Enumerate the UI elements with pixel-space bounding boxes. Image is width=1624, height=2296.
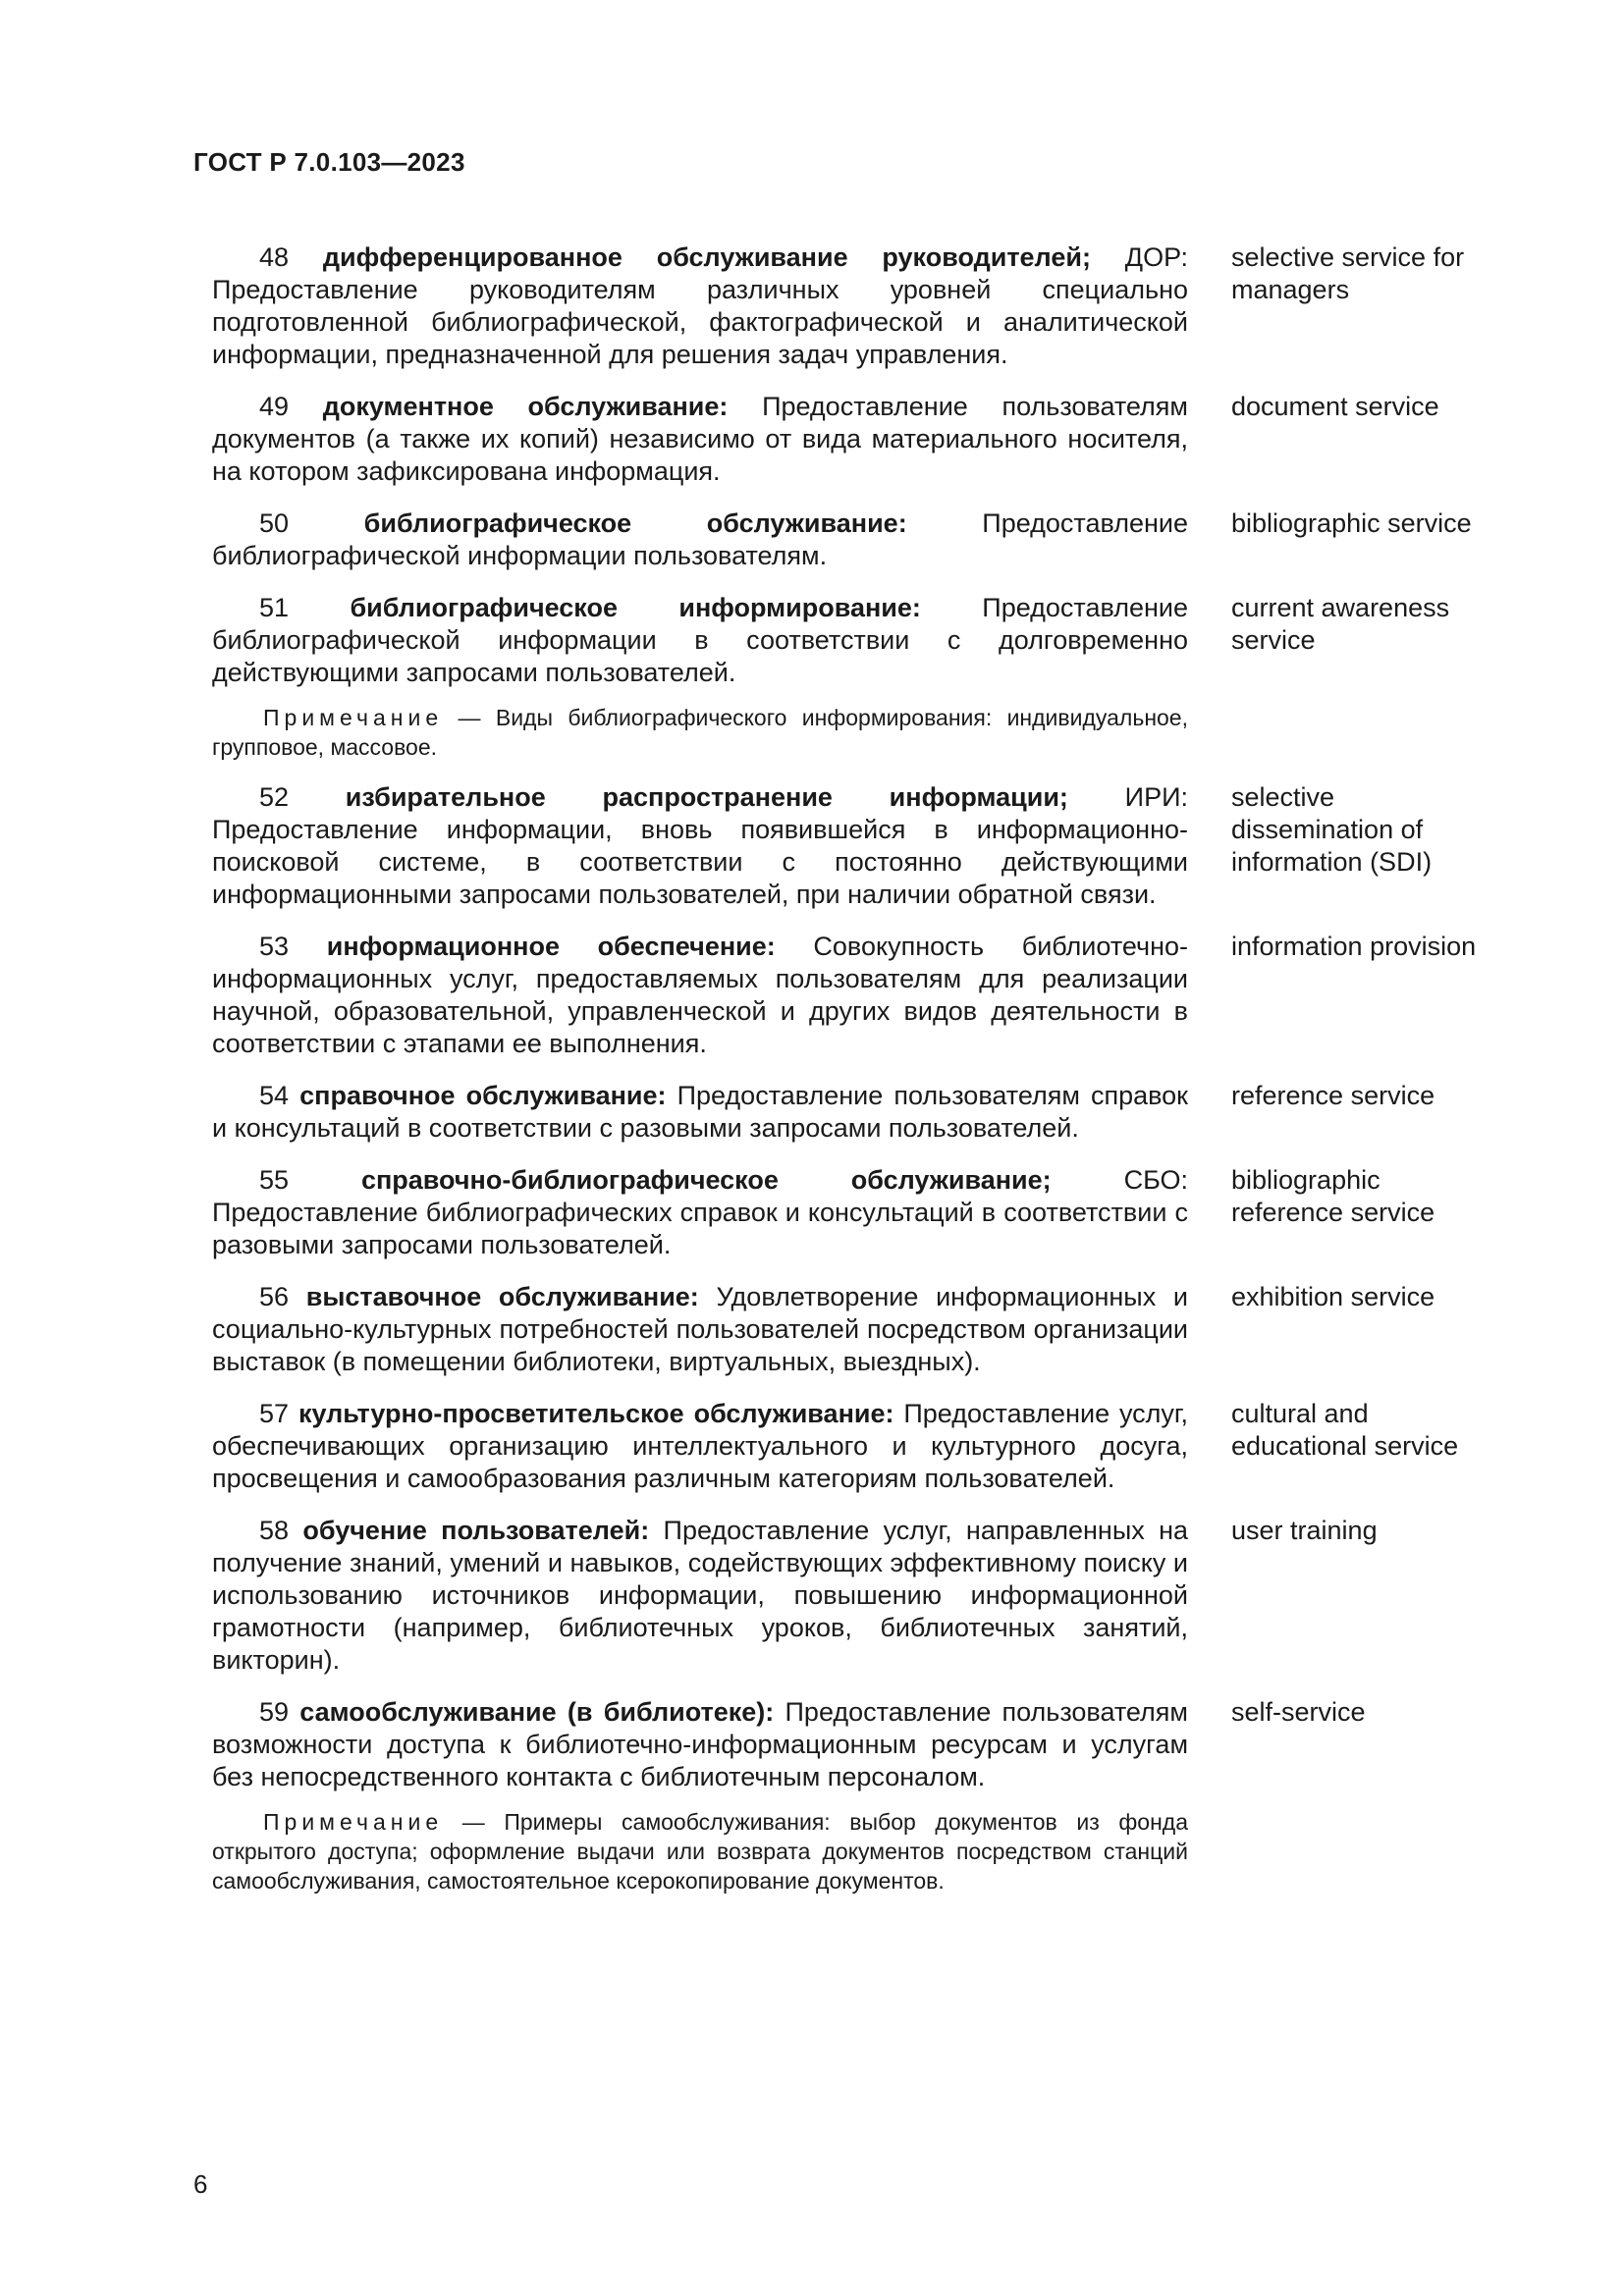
english-equivalent: current awareness service (1231, 593, 1450, 655)
term: обучение пользователей: (302, 1516, 650, 1545)
definition-text: Предоставление пользователям документов (а также их копий) независимо от вида материального носителя, на котором зафиксирована информация. (212, 392, 1188, 486)
term-number: 56 (259, 1282, 290, 1311)
definition (212, 1515, 1188, 1677)
term: библиографическое обслуживание: (363, 508, 907, 538)
definition-text: Удовлетворение информационных и социально-культурных потребностей пользователей посредством организации выставок (в помещении библиотеки, виртуальных, выездных). (212, 1282, 1188, 1376)
english-equivalent: selective dissemination of information (SDI) (1231, 782, 1433, 877)
term-number: 55 (259, 1165, 290, 1195)
definition (212, 1398, 1188, 1495)
term: избирательное распространение информации; (345, 782, 1068, 812)
term-entry-49 (212, 391, 1498, 488)
term-number: 58 (259, 1516, 290, 1545)
note-text: — Виды библиографического информирования: индивидуальное, групповое, массовое. (212, 705, 1188, 760)
note-59 (212, 1807, 1188, 1896)
english-equivalent: reference service (1231, 1081, 1435, 1110)
note-label: Примечание (263, 705, 444, 730)
term: справочное обслуживание: (299, 1081, 667, 1110)
definition (212, 507, 1188, 572)
note-text: — Примеры самообслуживания: выбор документов из фонда открытого доступа; оформление выдачи или возврата документов посредством станций самообслуживания, самостоятельное ксерокопирование документов. (212, 1809, 1188, 1894)
terms-list (212, 241, 1498, 1896)
term-number: 54 (259, 1081, 290, 1110)
abbreviation: СБО: (1051, 1165, 1188, 1195)
definition-text: Предоставление пользователям возможности доступа к библиотечно-информационным ресурсам и услугам без непосредственного контакта с библиотечным персоналом. (212, 1697, 1188, 1791)
standard-designation: ГОСТ Р 7.0.103—2023 (193, 147, 465, 177)
definition (212, 931, 1188, 1060)
abbreviation: ИРИ: (1067, 782, 1188, 812)
english-equivalent: information provision (1231, 932, 1477, 961)
term-entry-54 (212, 1080, 1498, 1145)
definition-text: Предоставление информации, вновь появившейся в информационно-поисковой системе, в соответствии с постоянно действующими информационными запросами пользователей, при наличии обратной связи. (212, 815, 1188, 909)
term-entry-56 (212, 1281, 1498, 1378)
term: выставочное обслуживание: (305, 1282, 699, 1311)
english-equivalent: exhibition service (1231, 1282, 1435, 1311)
definition-text: Предоставление руководителям различных уровней специально подготовленной библиографической, фактографической и аналитической информации, предназначенной для решения задач управления. (212, 275, 1188, 369)
term-number: 50 (259, 508, 290, 538)
definition-text: Предоставление пользователям справок и консультаций в соответствии с разовыми запросами пользователей. (212, 1081, 1188, 1143)
term-entry-53 (212, 931, 1498, 1060)
term-number: 53 (259, 932, 290, 961)
english-equivalent: document service (1231, 392, 1439, 421)
definition-text: Предоставление библиографической информации в соответствии с долговременно действующими запросами пользователей. (212, 593, 1188, 687)
definition (212, 1080, 1188, 1145)
definition-text: Предоставление услуг, направленных на получение знаний, умений и навыков, содействующих эффективному поиску и использованию источников информации, повышению информационной грамотности (например, библиотечных уроков, библиотечных занятий, викторин). (212, 1516, 1188, 1675)
english-equivalent: bibliographic service (1231, 508, 1472, 538)
term-entry-57 (212, 1398, 1498, 1495)
term: дифференцированное обслуживание руководителей; (322, 242, 1091, 272)
term-number: 59 (259, 1697, 290, 1727)
english-equivalent: user training (1231, 1516, 1378, 1545)
term-entry-59 (212, 1696, 1498, 1793)
term-number: 57 (259, 1399, 290, 1428)
definition (212, 592, 1188, 689)
term-number: 48 (259, 242, 290, 272)
definition (212, 1281, 1188, 1378)
note-51 (212, 703, 1188, 762)
term: самообслуживание (в библиотеке): (299, 1697, 775, 1727)
note-label: Примечание (263, 1809, 444, 1835)
page-number: 6 (193, 2169, 208, 2199)
term-entry-55 (212, 1164, 1498, 1261)
term: документное обслуживание: (322, 392, 729, 421)
definition (212, 241, 1188, 371)
english-equivalent: selective service for managers (1231, 242, 1465, 304)
definition-text: Предоставление библиографической информации пользователям. (212, 508, 1188, 570)
definition (212, 1164, 1188, 1261)
term: культурно-просветительское обслуживание: (298, 1399, 894, 1428)
abbreviation: ДОР: (1090, 242, 1188, 272)
english-equivalent: self-service (1231, 1697, 1366, 1727)
term-entry-51 (212, 592, 1498, 689)
definition-text: Совокупность библиотечно-информационных услуг, предоставляемых пользователям для реализации научной, образовательной, управленческой и других видов деятельности в соответствии с этапами ее выполнения. (212, 932, 1188, 1058)
term-number: 49 (259, 392, 290, 421)
definition (212, 1696, 1188, 1793)
term: библиографическое информирование: (350, 593, 921, 622)
term-number: 51 (259, 593, 290, 622)
term-entry-48 (212, 241, 1498, 371)
definition-text: Предоставление библиографических справок и консультаций в соответствии с разовыми запросами пользователей. (212, 1198, 1188, 1259)
term-entry-52 (212, 781, 1498, 911)
term: информационное обеспечение: (326, 932, 776, 961)
english-equivalent: cultural and educational service (1231, 1399, 1459, 1461)
term-number: 52 (259, 782, 290, 812)
term-entry-58 (212, 1515, 1498, 1677)
term-entry-50 (212, 507, 1498, 572)
definition (212, 391, 1188, 488)
definition-text: Предоставление услуг, обеспечивающих организацию интеллектуального и культурного досуга, просвещения и самообразования различным категориям пользователей. (212, 1399, 1188, 1493)
definition (212, 781, 1188, 911)
english-equivalent: bibliographic reference service (1231, 1165, 1435, 1227)
term: справочно-библиографическое обслуживание; (360, 1165, 1052, 1195)
